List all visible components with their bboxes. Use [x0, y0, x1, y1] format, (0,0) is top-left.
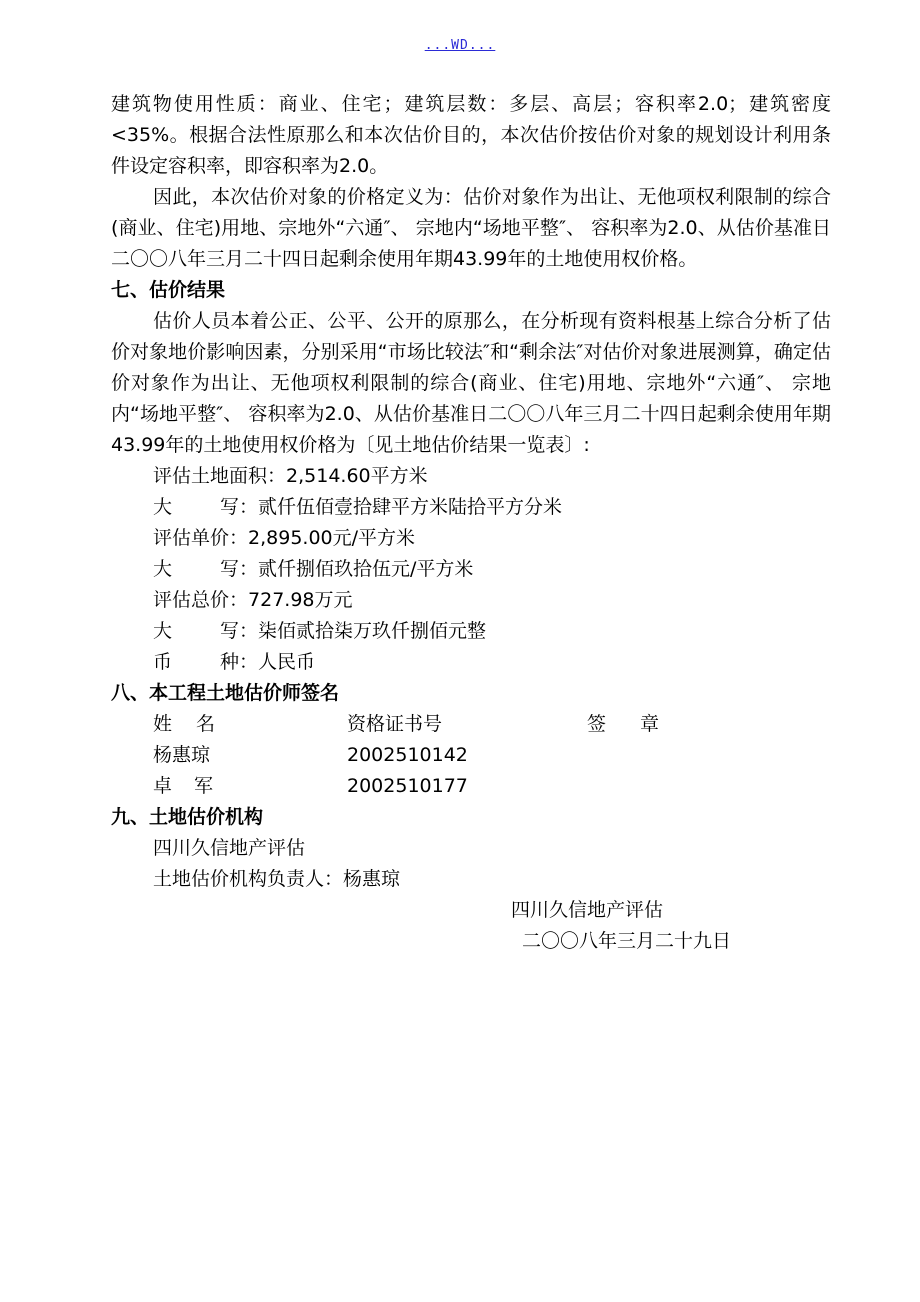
- result-row-currency: 币种：人民币: [111, 647, 831, 678]
- table-row: [153, 771, 831, 802]
- result-label: 评估单价: [153, 527, 230, 549]
- valuation-results: [111, 461, 831, 678]
- section-8-heading: 八、本工程土地估价师签名: [111, 682, 340, 704]
- paragraph-price-definition: 因此，本次估价对象的价格定义为：估价对象作为出让、无他项权利限制的综合(商业、住宅)用地、宗地外“六通″、 宗地内“场地平整″、 容积率为2.0、从估价基准日二〇〇八年三月二十四日起剩余使用年期43.99年的土地使用权价格。: [111, 186, 831, 270]
- header-mark: ...WD...: [424, 38, 496, 53]
- result-row-area-words: 大写：贰仟伍佰壹拾肆平方米陆拾平方分米: [111, 492, 831, 523]
- result-row-unit-price-words: 大写：贰仟捌佰玖拾伍元/平方米: [111, 554, 831, 585]
- result-label: 大写: [153, 496, 239, 518]
- section-7-heading: 七、估价结果: [111, 279, 226, 301]
- column-header-cert: 资格证书号: [347, 713, 443, 735]
- column-header-sign: 签章: [587, 713, 659, 735]
- result-label: 大写: [153, 620, 239, 642]
- result-label: 评估总价: [153, 589, 230, 611]
- appraiser-cert-number: 2002510177: [347, 775, 468, 797]
- result-value: 柒佰贰拾柒万玖仟捌佰元整: [258, 620, 487, 642]
- table-row: [153, 740, 831, 771]
- result-row-total-price: 评估总价：727.98万元: [153, 589, 353, 611]
- organization-responsible-person: 土地估价机构负责人：杨惠琼: [153, 868, 401, 890]
- result-label: 大写: [153, 558, 239, 580]
- column-header-name: 姓名: [153, 713, 215, 735]
- result-label: 币种: [153, 651, 239, 673]
- result-value: 人民币: [258, 651, 316, 673]
- result-value: 727.98万元: [248, 589, 353, 611]
- result-row-area: 评估土地面积：2,514.60平方米: [153, 465, 428, 487]
- result-label: 评估土地面积: [153, 465, 268, 487]
- appraiser-name: 杨惠琼: [153, 744, 211, 766]
- table-header-row: [153, 709, 831, 740]
- paragraph-building-usage: 建筑物使用性质：商业、住宅；建筑层数：多层、高层；容积率2.0；建筑密度<35%。根据合法性原那么和本次估价目的，本次估价按估价对象的规划设计利用条件设定容积率，即容积率为2.0。: [111, 93, 831, 177]
- signature-organization: 四川久信地产评估: [511, 899, 664, 921]
- result-value: 2,514.60平方米: [286, 465, 428, 487]
- organization-name: 四川久信地产评估: [153, 837, 306, 859]
- document-body: [111, 89, 831, 957]
- section-7-intro: 估价人员本着公正、公平、公开的原那么，在分析现有资料根基上综合分析了估价对象地价影响因素，分别采用“市场比较法″和“剩余法″对估价对象进展测算，确定估价对象作为出让、无他项权利限制的综合(商业、住宅)用地、宗地外“六通″、 宗地内“场地平整″、 容积率为2.0、从估价基准日二〇〇八年三月二十四日起剩余使用年期43.99年的土地使用权价格为〔见土地估价结果一览表〕:: [111, 310, 831, 456]
- appraiser-signature-table: [111, 709, 831, 802]
- result-value: 2,895.00元/平方米: [248, 527, 416, 549]
- signature-date: 二〇〇八年三月二十九日: [522, 930, 732, 952]
- appraiser-cert-number: 2002510142: [347, 744, 468, 766]
- result-value: 贰仟捌佰玖拾伍元/平方米: [258, 558, 474, 580]
- result-value: 贰仟伍佰壹拾肆平方米陆拾平方分米: [258, 496, 563, 518]
- result-row-total-price-words: 大写：柒佰贰拾柒万玖仟捌佰元整: [111, 616, 831, 647]
- result-row-unit-price: 评估单价：2,895.00元/平方米: [153, 527, 416, 549]
- section-9-heading: 九、土地估价机构: [111, 806, 264, 828]
- appraiser-name: 卓军: [153, 775, 213, 797]
